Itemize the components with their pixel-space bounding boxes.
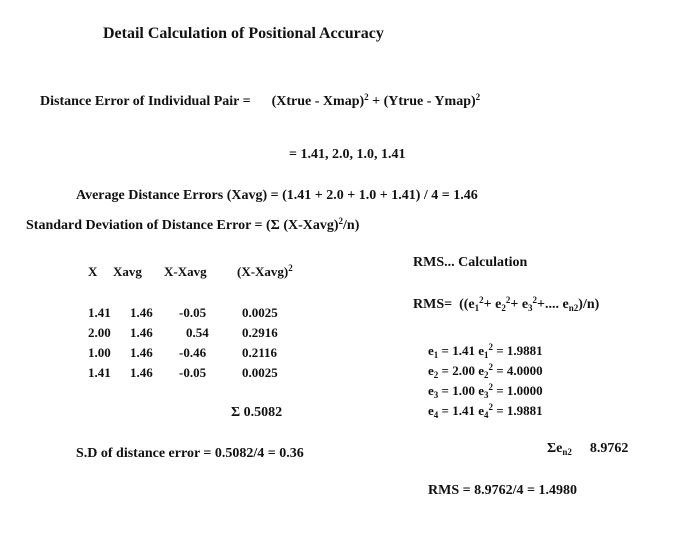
table-header-x: X (88, 264, 98, 279)
cell-xavg: 1.46 (130, 325, 153, 340)
e-square: 1.9881 (506, 343, 543, 358)
e-exp: 2 (488, 382, 493, 392)
rms-formula-label: RMS= (413, 297, 453, 312)
distance-error-results: = 1.41, 2.0, 1.0, 1.41 (289, 147, 406, 162)
std-dev-formula (26, 218, 359, 234)
e-square: 4.0000 (506, 363, 543, 378)
rms-sum (547, 441, 628, 457)
e-value: 1.41 (452, 403, 475, 418)
std-dev-formula-close: /n) (343, 218, 360, 233)
table-header-exponent: 2 (288, 263, 293, 273)
rms-exp-3: 2 (532, 295, 538, 305)
cell-squared: 0.2116 (242, 345, 278, 360)
rms-exp-2: 2 (505, 295, 511, 305)
cell-x: 1.00 (88, 345, 111, 360)
rms-error-list (428, 343, 543, 423)
rms-sub-3: 3 (528, 303, 533, 313)
std-dev-exponent: 2 (338, 216, 344, 226)
cell-squared: 0.0025 (242, 305, 278, 320)
rms-sum-value: 8.9762 (589, 441, 629, 456)
rms-row: $e_4 = 1.41$ $e_4^2 = 1.9881$ (428, 402, 543, 420)
x-term-exponent: 2 (364, 92, 369, 102)
rms-sum-label: Σe (547, 441, 563, 456)
e-sub: 4 (433, 410, 439, 420)
e-sub: 2 (433, 370, 439, 380)
cell-diff: -0.46 (179, 345, 207, 360)
cell-diff: 0.54 (186, 325, 209, 340)
cell-x: 1.41 (88, 365, 111, 380)
e-exp: 2 (488, 342, 493, 352)
sd-result: S.D of distance error = 0.5082/4 = 0.36 (76, 446, 304, 461)
table-header-squared-label: (X-Xavg) (237, 264, 289, 279)
cell-diff: -0.05 (179, 365, 207, 380)
cell-squared: 0.0025 (242, 365, 278, 380)
e-sub: 3 (483, 390, 489, 400)
plus-sign: + (368, 94, 384, 109)
rms-sub-2: 2 (501, 303, 506, 313)
rms-row: $e_3 = 1.00$ $e_3^2 = 1.0000$ (428, 382, 543, 400)
cell-xavg: 1.46 (130, 365, 153, 380)
e-separator: = (441, 403, 449, 418)
e-square: 1.0000 (506, 383, 543, 398)
page-title: Detail Calculation of Positional Accuracy (103, 25, 384, 42)
table-header-squared (237, 264, 293, 280)
cell-x: 2.00 (88, 325, 111, 340)
e-sub: 3 (433, 390, 439, 400)
cell-x: 1.41 (88, 305, 111, 320)
cell-squared: 0.2916 (242, 325, 278, 340)
y-term: (Ytrue - Ymap) (383, 94, 476, 109)
cell-xavg: 1.46 (130, 345, 153, 360)
x-term: (Xtrue - Xmap) (271, 94, 365, 109)
e-sub: 2 (483, 370, 489, 380)
std-dev-formula-open: (Σ (X-Xavg) (266, 218, 339, 233)
table-header-x-minus-xavg: X-Xavg (164, 264, 207, 279)
e-value: 2.00 (452, 363, 475, 378)
e-square: 1.9881 (506, 403, 543, 418)
cell-diff: -0.05 (179, 305, 207, 320)
e-sub: 4 (483, 410, 489, 420)
e-value: 1.00 (452, 383, 475, 398)
table-header-xavg: Xavg (113, 264, 142, 279)
rms-formula-open: ((e (459, 297, 475, 312)
rms-row: $e_1 = 1.41$ $e_1^2 = 1.9881$ (428, 342, 543, 360)
e-sub: 1 (433, 350, 439, 360)
distance-error-label: Distance Error of Individual Pair = (40, 94, 251, 109)
std-dev-label: Standard Deviation of Distance Error = (26, 218, 263, 233)
e-exp: 2 (488, 402, 493, 412)
rms-result: RMS = 8.9762/4 = 1.4980 (428, 483, 577, 498)
y-term-exponent: 2 (475, 92, 481, 102)
e-exp: 2 (488, 362, 493, 372)
rms-sub-n2: n2 (568, 303, 579, 313)
e-value: 1.41 (452, 343, 475, 358)
table-sum: Σ 0.5082 (231, 405, 283, 420)
rms-sub-1: 1 (474, 303, 480, 313)
rms-formula-close: /n) (582, 297, 600, 312)
rms-sum-sub: n2 (562, 447, 572, 457)
rms-heading: RMS... Calculation (413, 255, 528, 270)
e-sub: 1 (483, 350, 489, 360)
rms-row: $e_2 = 2.00$ $e_2^2 = 4.0000$ (428, 362, 543, 380)
cell-xavg: 1.46 (130, 305, 153, 320)
rms-exp-1: 2 (479, 295, 484, 305)
average-distance-errors: Average Distance Errors (Xavg) = (1.41 + 2.0 + 1.0 + 1.41) / 4 = 1.46 (76, 188, 478, 203)
distance-error-formula (40, 94, 480, 110)
rms-formula: $RMS= ((e_1^2+ e_2^2+ e_3^2+$.... $e_{n2})/n$) (413, 295, 600, 313)
